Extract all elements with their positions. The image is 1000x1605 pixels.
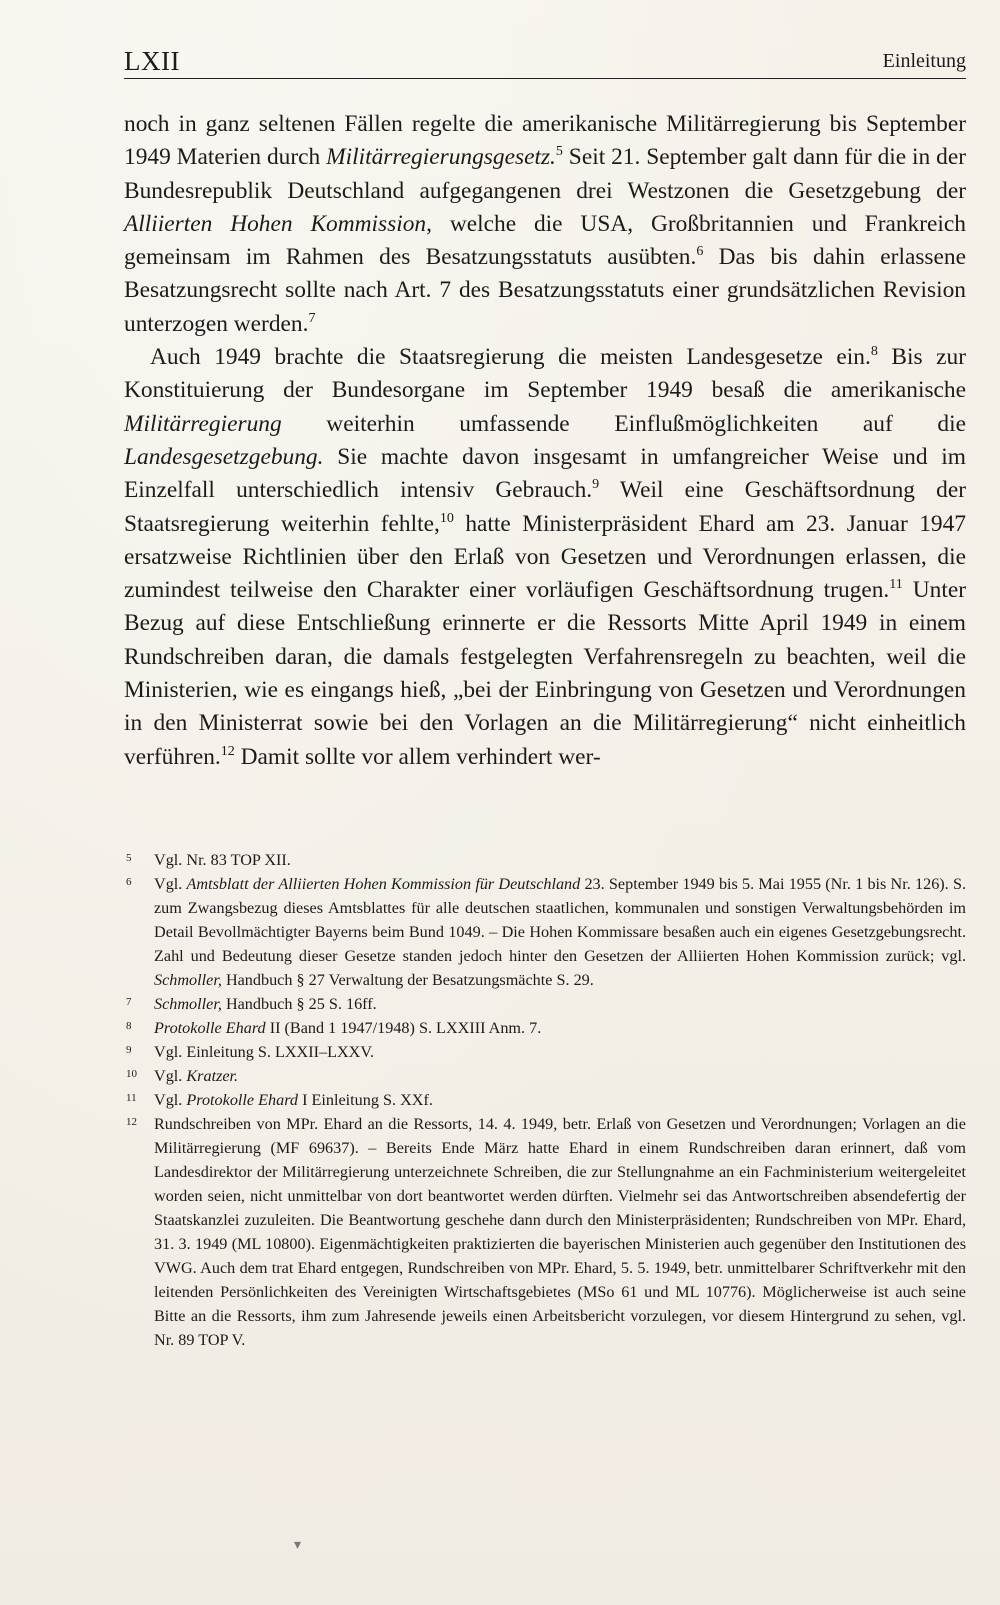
- text-run: Vgl. Nr. 83 TOP XII.: [154, 851, 291, 869]
- footnote-text: [154, 848, 966, 872]
- paragraph: [124, 341, 966, 774]
- footnote-text: [154, 1016, 966, 1040]
- footnote: [124, 1064, 966, 1088]
- footnote-number: 12: [126, 1116, 137, 1128]
- footnote-number: 7: [126, 996, 132, 1008]
- text-run: Damit sollte vor allem verhindert wer-: [234, 743, 601, 770]
- footnote: [124, 872, 966, 992]
- text-run: I Einleitung S. XXf.: [298, 1091, 433, 1109]
- text-run: Weil eine Geschäftsordnung der Staatsregierung weiterhin fehlte,: [124, 477, 966, 537]
- footnote-text: [154, 872, 966, 992]
- footnote-ref: 5: [555, 143, 563, 160]
- text-run: Bis zur Konstituierung der Bundesorgane im September 1949 besaß die amerikanische: [124, 344, 967, 404]
- text-run: Vgl.: [154, 1091, 187, 1109]
- text-run: Vgl.: [154, 1067, 187, 1085]
- footnote-ref: 10: [439, 509, 454, 526]
- footnote-number: 10: [126, 1068, 137, 1080]
- footnote-number: 9: [126, 1044, 132, 1056]
- footnote: [124, 1040, 966, 1064]
- footnote-text: [154, 1112, 966, 1352]
- text-run: Rundschreiben von MPr. Ehard an die Ressorts, 14. 4. 1949, betr. Erlaß von Gesetzen und Verordnungen; Vorlagen an die Militärregierung (MF 69637). – Bereits Ende März hatte Ehard in einem Rundschreiben daran erinnert, daß vom Landesdirektor der Militärregierung unterzeichnete Schreiben, die zur Stellungnahme an ein Fachministerium weitergeleitet worden seien, nicht unmittelbar von dort beantwortet werden dürften. Vielmehr sei das Antwortschreiben absendefertig der Staatskanzlei zuzuleiten. Die Beantwortung geschehe dann durch den Ministerpräsidenten; Rundschreiben von MPr. Ehard, 31. 3. 1949 (ML 10800). Eigenmächtigkeiten praktizierten die bayerischen Ministerien auch gegenüber den Institutionen des VWG. Auch dem trat Ehard entgegen, Rundschreiben von MPr. Ehard, 5. 5. 1949, betr. unmittelbarer Schriftverkehr mit den leitenden Persönlichkeiten des Vereinigten Wirtschaftsgebietes (MSo 61 und ML 10776). Möglicherweise ist auch seine Bitte an die Ressorts, ihm zum Jahresende jeweils einen Arbeitsbericht vorzulegen, vor diesem Hintergrund zu sehen, vgl. Nr. 89 TOP V.: [154, 1115, 966, 1349]
- footnote-ref: 7: [308, 309, 316, 326]
- italic-text: Protokolle Ehard: [154, 1019, 266, 1037]
- italic-text: Militärregierungsgesetz.: [326, 144, 556, 171]
- footnote: [124, 1016, 966, 1040]
- footnote-text: [154, 1088, 966, 1112]
- text-run: Handbuch § 27 Verwaltung der Besatzungsmächte S. 29.: [221, 971, 594, 989]
- italic-text: Alliierten Hohen Kommission: [124, 210, 427, 237]
- italic-text: Schmoller,: [154, 971, 222, 989]
- text-run: Auch 1949 brachte die Staatsregierung die meisten Landesgesetze ein.: [150, 344, 871, 371]
- italic-text: Amtsblatt der Alliierten Hohen Kommission für Deutschland: [186, 875, 581, 893]
- page-number: LXII: [124, 46, 180, 76]
- text-run: Sie machte davon insgesamt in umfangreicher Weise und im Einzelfall unterschiedlich intensiv Gebrauch.: [124, 443, 966, 504]
- main-text: [124, 108, 966, 774]
- footnote-ref: 9: [592, 476, 600, 493]
- text-run: weiterhin umfassende Einflußmöglichkeiten auf die: [281, 410, 966, 437]
- footnote-number: 6: [126, 876, 132, 888]
- footnote-ref: 12: [220, 742, 235, 759]
- footnotes: [124, 848, 966, 1352]
- text-run: noch in ganz seltenen Fällen regelte die amerikanische Militärregierung bis September 1949 Materien durch: [124, 111, 966, 171]
- running-title: Einleitung: [882, 50, 966, 72]
- italic-text: Kratzer.: [186, 1067, 239, 1085]
- text-run: Vgl. Einleitung S. LXXII–LXXV.: [154, 1043, 375, 1061]
- footnote: [124, 1088, 966, 1112]
- text-run: hatte Ministerpräsident Ehard am 23. Januar 1947 ersatzweise Richtlinien über den Erlaß von Gesetzen und Verordnungen erlassen, die zumindest teilweise den Charakter einer vorläufigen Geschäftsordnung trugen.: [124, 510, 966, 604]
- footnote-ref: 8: [870, 342, 878, 359]
- page-speck: ▾: [294, 1537, 302, 1553]
- text-run: Seit 21. September galt dann für die in der Bundesrepublik Deutschland aufgegangenen drei Westzonen die Gesetzgebung der: [124, 144, 966, 204]
- italic-text: Schmoller,: [154, 995, 222, 1013]
- text-run: II (Band 1 1947/1948) S. LXXIII Anm. 7.: [265, 1019, 542, 1037]
- footnote-text: [154, 992, 966, 1016]
- footnote-number: 11: [126, 1092, 137, 1104]
- italic-text: Landesgesetzgebung.: [124, 443, 324, 470]
- footnote-number: 8: [126, 1020, 132, 1032]
- text-run: Unter Bezug auf diese Entschließung erinnerte er die Ressorts Mitte April 1949 in einem Rundschreiben daran, die damals festgelegten Verfahrensregeln zu beachten, weil die Ministerien, wie es eingangs hieß, „bei der Einbringung von Gesetzen und Verordnungen in den Ministerrat sowie bei den Vorlagen an die Militärregierung“ nicht einheitlich verführen.: [124, 577, 966, 770]
- text-run: Handbuch § 25 S. 16ff.: [221, 995, 377, 1013]
- footnote-ref: 6: [696, 243, 704, 260]
- footnote-number: 5: [126, 852, 132, 864]
- italic-text: Militärregierung: [124, 410, 282, 437]
- footnote-text: [154, 1064, 966, 1088]
- footnote: [124, 848, 966, 872]
- italic-text: Protokolle Ehard: [186, 1091, 299, 1109]
- footnote: [124, 992, 966, 1016]
- text-run: Vgl.: [154, 875, 187, 893]
- text-run: , welche die USA, Großbritannien und Frankreich gemeinsam im Rahmen des Besatzungsstatuts ausübten.: [124, 210, 967, 271]
- page-header: [124, 42, 966, 79]
- text-run: 23. September 1949 bis 5. Mai 1955 (Nr. 1 bis Nr. 126). S. zum Zwangsbezug dieses Amtsblattes für alle deutschen staatlichen, kommunalen und sonstigen Verwaltungsbehörden im Detail Bevollmächtigter Bayerns beim Bund 1049. – Die Hohen Kommissare besaßen auch ein eigenes Gesetzgebungsrecht. Zahl und Bedeutung dieser Gesetze standen jedoch hinter den Gesetzen der Alliierten Hohen Kommission zurück; vgl.: [154, 875, 966, 965]
- footnote-ref: 11: [889, 576, 903, 593]
- text-run: Das bis dahin erlassene Besatzungsrecht sollte nach Art. 7 des Besatzungsstatuts einer grundsätzlichen Revision unterzogen werden.: [124, 244, 966, 337]
- footnote-text: [154, 1040, 966, 1064]
- footnote: [124, 1112, 966, 1352]
- paragraph: [124, 108, 966, 341]
